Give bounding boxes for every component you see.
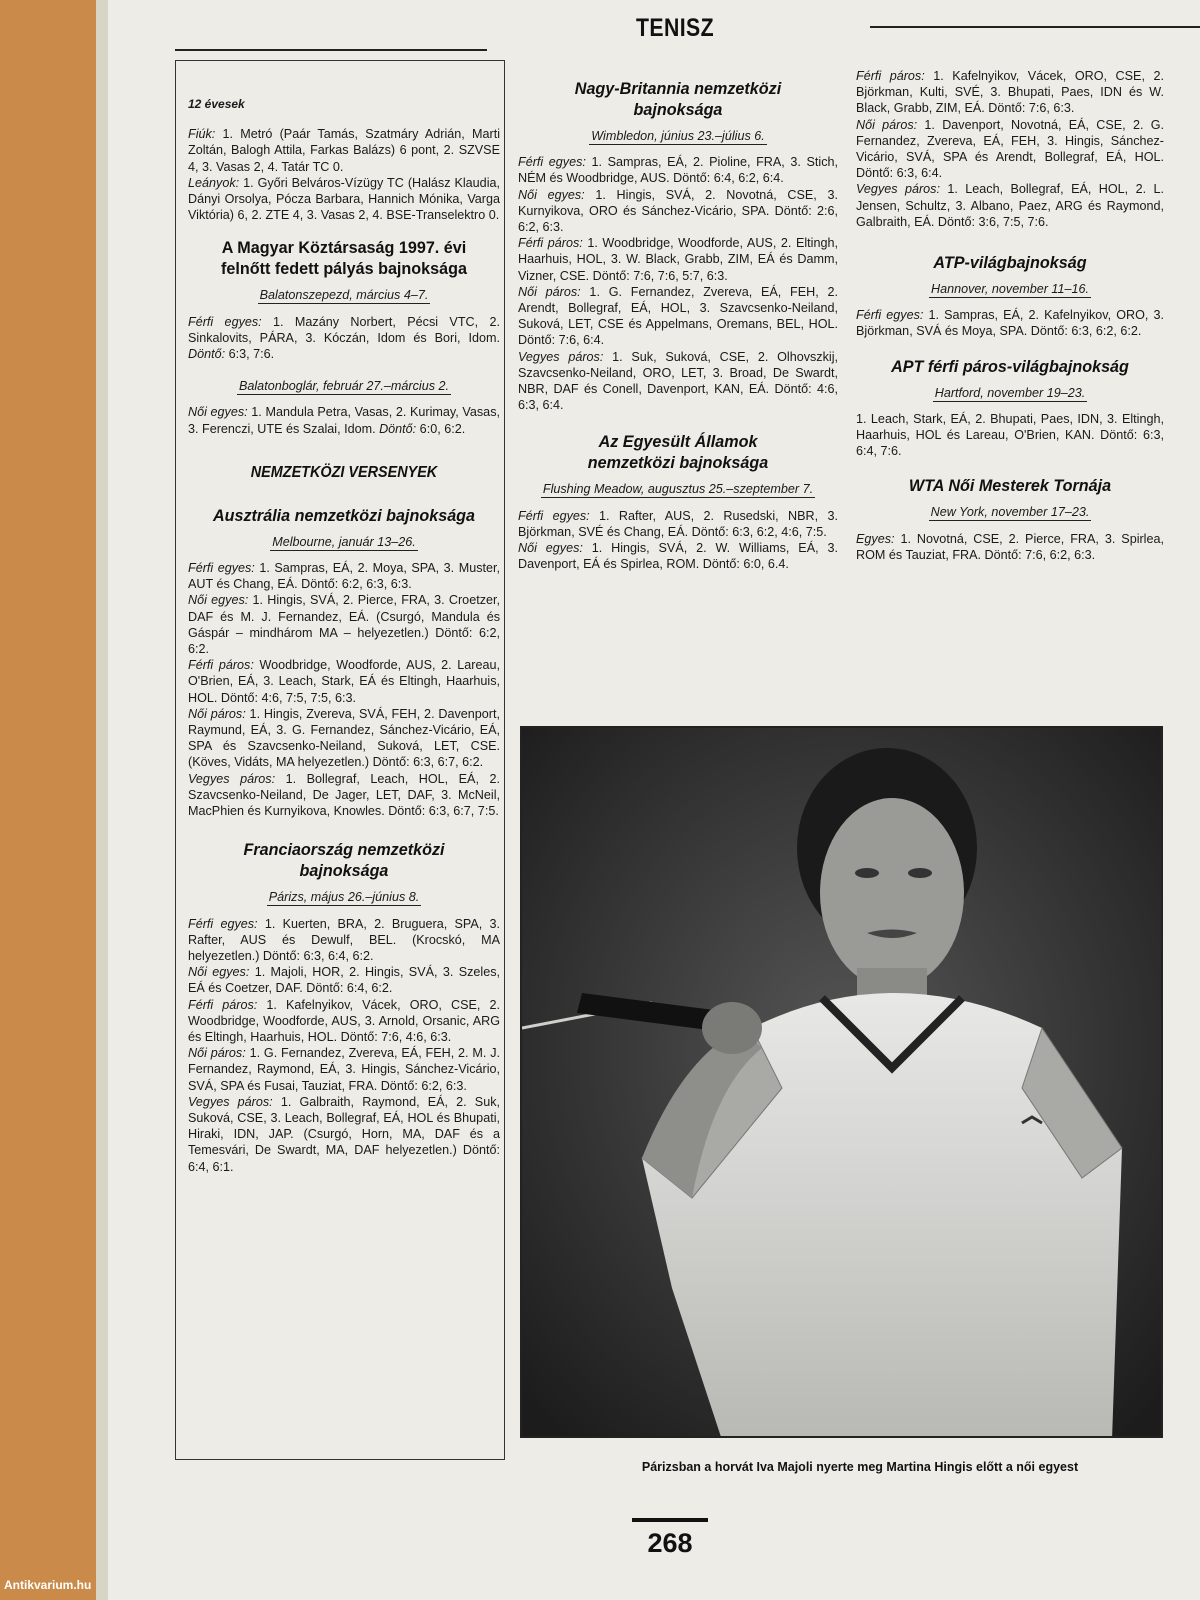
photo-caption: Párizsban a horvát Iva Majoli nyerte meg Martina Hingis előtt a női egyest	[641, 1460, 1079, 1474]
column-2	[518, 76, 838, 572]
result-gb-mens-doubles: Férfi páros: 1. Woodbridge, Woodforde, AUS, 2. Eltingh, Haarhuis, HOL, 3. W. Black, Grabb, ZIM, EÁ és Damm, Vizner, CSE. Döntő: 7:6, 7:6, 5:7, 6:3.	[518, 236, 838, 283]
tennis-player-photo	[520, 726, 1163, 1438]
location-wimbledon: Wimbledon, június 23.–július 6.	[591, 129, 765, 143]
result-us-womens-doubles: Női páros: 1. Davenport, Novotná, EÁ, CSE, 2. G. Fernandez, Zvereva, EÁ, FEH, 3. Hingis, Sánchez-Vicário, SVÁ, SPA és Arendt, Bollegraf, EÁ, HOL. Döntő: 6:3, 6:4.	[856, 117, 1164, 181]
heading-apt-doubles: APT férfi páros-világbajnokság	[891, 356, 1129, 376]
result-hun-women: Női egyes: 1. Mandula Petra, Vasas, 2. Kurimay, Vasas, 3. Ferenczi, UTE és Szalai, Idom. Döntő: 6:0, 6:2.	[188, 405, 500, 436]
page-number-rule	[632, 1518, 708, 1522]
result-apt-doubles: 1. Leach, Stark, EÁ, 2. Bhupati, Paes, IDN, 3. Eltingh, Haarhuis, HOL és Lareau, O'Brien, KAN. Döntő: 6:3, 6:4, 7:6.	[856, 411, 1164, 459]
result-gb-mens-singles: Férfi egyes: 1. Sampras, EÁ, 2. Pioline, FRA, 3. Stich, NÉM és Woodbridge, AUS. Döntő: 6:4, 6:2, 6:4.	[518, 155, 838, 186]
location-paris: Párizs, május 26.–június 8.	[268, 890, 420, 905]
location-new-york: New York, november 17–23.	[930, 505, 1090, 520]
result-girls: Leányok: 1. Győri Belváros-Vízügy TC (Halász Klaudia, Dányi Orsolya, Pócza Barbara, Hannich Mónika, Varga Viktória) 6, 2. ZTE 4, 3. Vasas 2, 4. BSE-Transelektro 0.	[188, 175, 500, 223]
heading-australian-open: Ausztrália nemzetközi bajnoksága	[212, 505, 476, 525]
heading-wimbledon: Nagy-Britannia nemzetközi bajnoksága	[574, 79, 782, 119]
result-fra-mens-singles: Férfi egyes: 1. Kuerten, BRA, 2. Bruguera, SPA, 3. Rafter, AUS és Dewulf, BEL. (Krocskó, MA helyezetlen.) Döntő: 6:3, 6:4, 6:2.	[188, 916, 500, 963]
result-fra-womens-doubles: Női páros: 1. G. Fernandez, Zvereva, EÁ, FEH, 2. M. J. Fernandez, Raymond, EÁ, 3. Hingis, Sánchez-Vicário, SVÁ, SPA és Fusai, Tauziat, FRA. Döntő: 6:2, 6:3.	[188, 1046, 500, 1093]
page-number: 268	[647, 1528, 693, 1558]
result-atp-mens-singles: Férfi egyes: 1. Sampras, EÁ, 2. Kafelnyikov, ORO, 3. Björkman, SVÁ és Moya, SPA. Döntő: 6:3, 6:2, 6:2.	[856, 308, 1165, 339]
location-melbourne: Melbourne, január 13–26.	[272, 534, 416, 549]
result-wta-singles: Egyes: 1. Novotná, CSE, 2. Pierce, FRA, 3. Spirlea, ROM és Tauziat, FRA. Döntő: 7:6, 6:2, 6:3.	[856, 531, 1164, 562]
result-aus-mens-doubles: Férfi páros: Woodbridge, Woodforde, AUS, 2. Lareau, O'Brien, EÁ, 3. Leach, Stark, EÁ és Eltingh, Haarhuis, HOL. Döntő: 4:6, 7:5, 7:5, 6:3.	[188, 658, 500, 705]
result-gb-womens-singles: Női egyes: 1. Hingis, SVÁ, 2. Novotná, CSE, 3. Kurnyikova, ORO és Sánchez-Vicário, SPA. Döntő: 2:6, 6:2, 6:3.	[518, 187, 838, 235]
result-aus-mixed-doubles: Vegyes páros: 1. Bollegraf, Leach, HOL, EÁ, 2. Szavcsenko-Neiland, De Jager, LET, DAF, 3. McNeil, MacPhien és Kurnyikova, Knowles. Döntő: 6:3, 6:7, 7:5.	[188, 771, 500, 819]
result-fra-mens-doubles: Férfi páros: 1. Kafelnyikov, Vácek, ORO, CSE, 2. Woodbridge, Woodforde, AUS, 3. Arnold, Orsanic, ARG és Eltingh, Haarhuis, HOL. Döntő: 7:6, 4:6, 6:3.	[188, 997, 500, 1044]
header-rule-right	[870, 26, 1200, 28]
result-us-mens-doubles: Férfi páros: 1. Kafelnyikov, Vácek, ORO, CSE, 2. Björkman, Kulti, SVÉ, 3. Bhupati, Paes, IDN és W. Black, Grabb, ZIM, EÁ. Döntő: 7:6, 6:3.	[856, 69, 1164, 116]
tennis-player-illustration	[522, 728, 1163, 1438]
result-aus-womens-doubles: Női páros: 1. Hingis, Zvereva, SVÁ, FEH, 2. Davenport, Raymund, EÁ, 3. G. Fernandez, Sánchez-Vicário, EÁ, SPA és Szavcsenko-Neiland, Suková, LET, CSE. (Köves, Vidáts, MA helyezetlen.) Döntő: 6:3, 6:7, 6:2.	[188, 706, 500, 770]
heading-atp-championship: ATP-világbajnokság	[933, 253, 1087, 273]
heading-international: NEMZETKÖZI VERSENYEK	[250, 463, 438, 481]
result-us-womens-singles: Női egyes: 1. Hingis, SVÁ, 2. W. Williams, EÁ, 3. Davenport, EÁ és Spirlea, ROM. Döntő: 6:0, 6.4.	[518, 541, 838, 572]
column-3	[856, 68, 1164, 563]
heading-french-open: Franciaország nemzetközi bajnoksága	[243, 840, 445, 881]
location-balatonboglar: Balatonboglár, február 27.–március 2.	[238, 379, 450, 394]
location-balatonszepezd: Balatonszepezd, március 4–7.	[259, 288, 429, 303]
heading-us-open: Az Egyesült Államok nemzetközi bajnoksága	[587, 432, 769, 473]
heading-wta-masters: WTA Női Mesterek Tornája	[908, 476, 1112, 496]
location-hannover: Hannover, november 11–16.	[931, 282, 1089, 297]
result-us-mixed-doubles: Vegyes páros: 1. Leach, Bollegraf, EÁ, HOL, 2. L. Jensen, Schultz, 3. Albano, Paez, ARG és Raymond, Galbraith, EÁ. Döntő: 3:6, 7:5, 7:6.	[856, 182, 1164, 229]
location-flushing-meadow: Flushing Meadow, augusztus 25.–szeptember 7.	[542, 482, 814, 497]
result-boys: Fiúk: 1. Metró (Paár Tamás, Szatmáry Adrián, Marti Zoltán, Balogh Attila, Farkas Balázs) 6 pont, 2. SZVSE 4, 3. Vasas 2, 4. Tatár TC 0.	[188, 127, 500, 174]
result-fra-mixed-doubles: Vegyes páros: 1. Galbraith, Raymond, EÁ, 2. Suk, Suková, CSE, 3. Leach, Bollegraf, EÁ, HOL és Bhupati, Hiraki, IDN, JAP. (Csurgó, Horn, MA, DAF és a Temesvári, De Swardt, MA, DAF helyezetlen.) Döntő: 6:4, 6:1.	[188, 1094, 500, 1174]
location-hartford: Hartford, november 19–23.	[934, 385, 1086, 400]
age-heading: 12 évesek	[188, 97, 245, 111]
result-aus-womens-singles: Női egyes: 1. Hingis, SVÁ, 2. Pierce, FRA, 3. Croetzer, DAF és M. J. Fernandez, EÁ. (Csurgó, Mandula és Gáspár – mindhárom MA – helyezetlen.) Döntő: 6:2, 6:2.	[188, 593, 500, 657]
heading-hungarian-championship: A Magyar Köztársaság 1997. évi felnőtt fedett pályás bajnoksága	[221, 238, 467, 279]
result-aus-mens-singles: Férfi egyes: 1. Sampras, EÁ, 2. Moya, SPA, 3. Muster, AUT és Chang, EÁ. Döntő: 6:2, 6:3, 6:3.	[188, 561, 500, 592]
result-hun-men: Férfi egyes: 1. Mazány Norbert, Pécsi VTC, 2. Sinkalovits, PÁRA, 3. Kóczán, Idom és Bori, Idom. Döntő: 6:3, 7:6.	[188, 314, 500, 362]
result-gb-womens-doubles: Női páros: 1. G. Fernandez, Zvereva, EÁ, FEH, 2. Arendt, Bollegraf, EÁ, HOL, 3. Szavcsenko-Neiland, Suková, LET, CSE és Appelmans, Oremans, BEL, HOL. Döntő: 7:6, 6:4.	[518, 284, 838, 348]
result-fra-womens-singles: Női egyes: 1. Majoli, HOR, 2. Hingis, SVÁ, 3. Szeles, EÁ és Coetzer, DAF. Döntő: 6:4, 6:2.	[188, 965, 500, 996]
result-us-mens-singles: Férfi egyes: 1. Rafter, AUS, 2. Rusedski, NBR, 3. Björkman, SVÉ és Chang, EÁ. Döntő: 6:3, 6:2, 4:6, 7:5.	[518, 508, 838, 539]
watermark: Antikvarium.hu	[4, 1578, 92, 1592]
header-rule-left	[175, 49, 487, 51]
result-gb-mixed-doubles: Vegyes páros: 1. Suk, Suková, CSE, 2. Olhovszkij, Szavcsenko-Neiland, ORO, LET, 3. Broad, De Swardt, NBR, DAF és Conell, Davenport, KAN, EÁ. Döntő: 4:6, 6:3, 6:4.	[518, 349, 838, 413]
column-1	[188, 96, 500, 1175]
section-title: TENISZ	[635, 14, 715, 42]
